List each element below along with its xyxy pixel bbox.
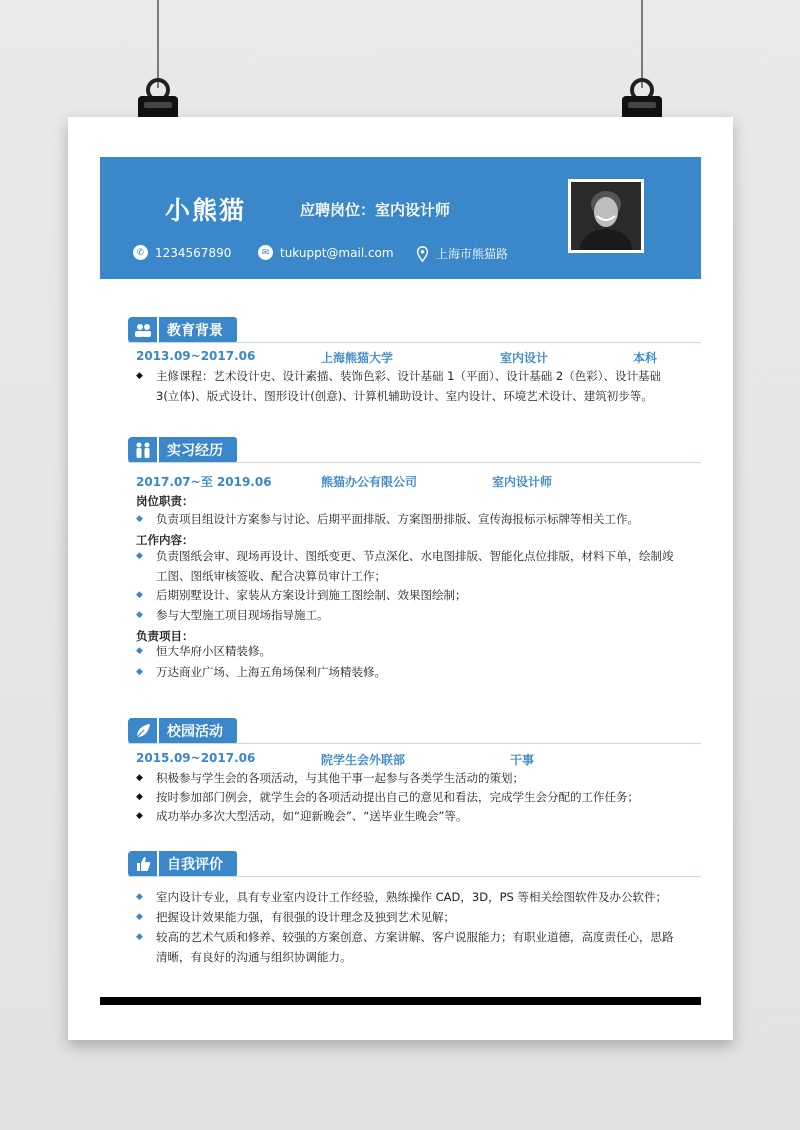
people-icon (128, 437, 157, 463)
profile-photo (568, 179, 644, 253)
list-item: ◆ 较高的艺术气质和修养、较强的方案创意、方案讲解、客户说服能力；有职业道德，高度责任心，思路清晰，有良好的沟通与组织协调能力。 (136, 930, 674, 964)
internship-position: 室内设计师 (492, 475, 553, 489)
mail-icon: ✉ (258, 245, 273, 260)
section-self-title: 自我评价 (159, 851, 237, 877)
section-internship-title: 实习经历 (159, 437, 237, 463)
hanging-string-left (157, 0, 159, 88)
list-item: ◆ 负责图纸会审、现场再设计、图纸变更、节点深化、水电图排版、智能化点位排版，材料下单，绘制竣工图、图纸审核签收、配合决算员审计工作； (136, 549, 674, 583)
phone-number: 1234567890 (155, 245, 232, 260)
list-item: ◆ 主修课程：艺术设计史、设计素描、装饰色彩、设计基础 1（平面）、设计基础 2（色彩）、设计基础 3(立体)、版式设计、图形设计(创意)、计算机辅助设计、室内设计、环境艺术设计、建筑初步等。 (136, 369, 661, 403)
list-item: ◆ 按时参加部门例会，就学生会的各项活动提出自己的意见和看法，完成学生会分配的工作任务； (136, 790, 639, 804)
duty-label: 岗位职责： (136, 494, 194, 508)
campus-role: 干事 (510, 753, 535, 767)
email-contact (258, 245, 394, 260)
thumbs-up-icon (128, 851, 157, 877)
footer-bar (100, 997, 701, 1005)
list-item: ◆ 后期别墅设计、家装从方案设计到施工图绘制、效果图绘制； (136, 588, 467, 602)
education-major: 室内设计 (500, 351, 549, 365)
hanging-string-right (641, 0, 643, 88)
divider (128, 743, 701, 744)
list-item: ◆ 成功举办多次大型活动，如“迎新晚会”、“送毕业生晚会”等。 (136, 809, 468, 823)
section-education-title: 教育背景 (159, 317, 237, 343)
section-campus-header (128, 718, 237, 744)
campus-org: 院学生会外联部 (321, 753, 406, 767)
list-item: ◆ 把握设计效果能力强，有很强的设计理念及独到艺术见解； (136, 910, 455, 924)
location-pin-icon (416, 246, 429, 262)
campus-date: 2015.09~2017.06 (136, 751, 256, 765)
candidate-name: 小熊猫 (165, 196, 247, 225)
resume-header (100, 157, 701, 279)
education-date: 2013.09~2017.06 (136, 349, 256, 363)
leaf-icon (128, 718, 157, 744)
internship-date: 2017.07~至 2019.06 (136, 475, 272, 489)
list-item: ◆ 万达商业广场、上海五角场保利广场精装修。 (136, 665, 386, 679)
job-title: 应聘岗位：室内设计师 (300, 201, 451, 219)
section-internship-header (128, 437, 237, 463)
address-contact (416, 245, 508, 262)
list-item: ◆ 恒大华府小区精装修。 (136, 644, 271, 658)
list-item: ◆ 负责项目组设计方案参与讨论、后期平面排版、方案图册排版、宣传海报标示标牌等相关工作。 (136, 512, 639, 526)
list-item: ◆ 积极参与学生会的各项活动，与其他干事一起参与各类学生活动的策划； (136, 771, 524, 785)
divider (128, 876, 701, 877)
internship-company: 熊猫办公有限公司 (321, 475, 418, 489)
email-address: tukuppt@mail.com (280, 245, 394, 260)
project-label: 负责项目： (136, 629, 194, 643)
people-icon (128, 317, 157, 343)
list-item: ◆ 室内设计专业，具有专业室内设计工作经验，熟练操作 CAD，3D，PS 等相关绘图软件及办公软件； (136, 890, 667, 904)
work-label: 工作内容： (136, 533, 194, 547)
phone-contact (133, 245, 231, 260)
education-degree: 本科 (633, 351, 658, 365)
divider (128, 342, 701, 343)
section-self-header (128, 851, 237, 877)
education-school: 上海熊猫大学 (321, 351, 394, 365)
address-text: 上海市熊猫路 (436, 247, 509, 261)
phone-icon: ✆ (133, 245, 148, 260)
list-item: ◆ 参与大型施工项目现场指导施工。 (136, 608, 329, 622)
divider (128, 462, 701, 463)
section-education-header (128, 317, 237, 343)
section-campus-title: 校园活动 (159, 718, 237, 744)
resume-paper (68, 117, 733, 1040)
